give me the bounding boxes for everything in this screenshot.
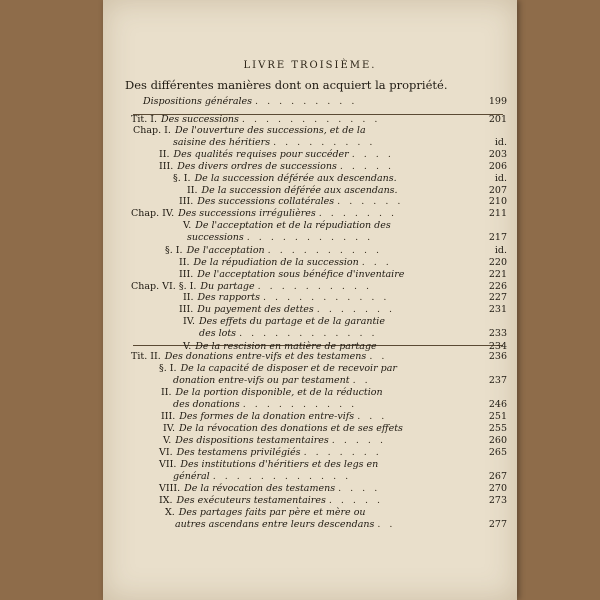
- toc-entry: [199, 328, 507, 339]
- toc-entry-leader: . . . . . . . . . . . .: [241, 114, 381, 125]
- toc-entry-page: 199: [488, 96, 507, 107]
- toc-entry-leader: . . . . . . . . . . .: [263, 292, 390, 303]
- toc-entry-title: des lots: [199, 328, 237, 339]
- toc-entry-label: Chap. VI. §. I.: [131, 281, 197, 292]
- toc-entry-page: 220: [488, 257, 507, 268]
- toc-entry-leader: . . . . . .: [337, 196, 404, 207]
- toc-entry-title: De l'acceptation sous bénéfice d'inventaire: [197, 269, 405, 280]
- toc-entry-title: De la capacité de disposer et de recevoir par: [180, 363, 397, 374]
- toc-entry-page: 201: [488, 114, 507, 125]
- toc-entry: [159, 363, 507, 374]
- toc-entry-leader: . . . . . . . . . . . .: [212, 471, 352, 482]
- toc-entry-page: 203: [488, 149, 507, 160]
- toc-entry: [163, 435, 507, 446]
- toc-entry-title: De la succession déférée aux descendans.: [194, 173, 397, 184]
- toc-entry-title: Du payement des dettes: [197, 304, 314, 315]
- toc-entry-page: 270: [488, 483, 507, 494]
- toc-entry: [161, 411, 507, 422]
- toc-entry-title: De la portion disponible, et de la réduction: [175, 387, 383, 398]
- toc-entry-title: Des rapports: [197, 292, 260, 303]
- toc-entry-title: De la révocation des testamens: [184, 483, 336, 494]
- table-of-contents: [103, 0, 517, 600]
- toc-entry: [159, 161, 507, 172]
- toc-entry-title: général: [173, 471, 210, 482]
- toc-entry-label: IV.: [163, 423, 175, 434]
- toc-entry-label: IX.: [159, 495, 173, 506]
- toc-entry-leader: . . . .: [351, 149, 394, 160]
- toc-entry-title: De la répudiation de la succession: [193, 257, 359, 268]
- toc-entry-title: donation entre-vifs ou par testament: [173, 375, 350, 386]
- toc-entry-page: 237: [488, 375, 507, 386]
- toc-entry-title: des donations: [173, 399, 240, 410]
- toc-entry-label: II.: [159, 149, 170, 160]
- toc-entry-leader: . . . . .: [331, 435, 386, 446]
- toc-entry: [175, 519, 507, 530]
- toc-entry-label: Tit. I.: [131, 114, 158, 125]
- toc-entry-page: 206: [488, 161, 507, 172]
- toc-entry: [183, 316, 507, 327]
- toc-entry: [179, 269, 507, 280]
- toc-entry-label: Chap. IV.: [131, 208, 175, 219]
- toc-entry-title: Des divers ordres de successions: [177, 161, 337, 172]
- toc-entry-leader: . . . . .: [339, 161, 395, 172]
- toc-entry-page: 207: [488, 185, 507, 196]
- toc-entry: [173, 375, 507, 386]
- toc-entry: [159, 495, 507, 506]
- toc-entry-title: autres ascendans entre leurs descendans: [175, 519, 375, 530]
- toc-entry: [159, 459, 507, 470]
- toc-entry: [183, 220, 507, 231]
- toc-entry-label: Tit. II.: [131, 351, 161, 362]
- toc-entry-label: V.: [163, 435, 172, 446]
- toc-entry-leader: . . . . . . . . . .: [257, 281, 373, 292]
- toc-entry-page: 211: [488, 208, 507, 219]
- toc-entry-page: 217: [488, 232, 507, 243]
- section-subtitle: Des différentes manières dont on acquiert la propriété.: [125, 78, 448, 92]
- toc-entry-title: Dispositions générales: [143, 96, 253, 107]
- toc-entry-page: 255: [488, 423, 507, 434]
- toc-entry-label: III.: [159, 161, 174, 172]
- toc-entry-label: V.: [183, 220, 192, 231]
- toc-entry-title: Des exécuteurs testamentaires: [176, 495, 326, 506]
- toc-entry-page: 233: [488, 328, 507, 339]
- toc-entry-title: De l'acceptation: [186, 245, 265, 256]
- toc-entry: [187, 232, 507, 243]
- book-page: [103, 0, 517, 600]
- toc-entry-label: X.: [165, 507, 175, 518]
- toc-entry-title: Des successions: [161, 114, 239, 125]
- toc-entry: [131, 281, 507, 292]
- toc-entry-page: 277: [488, 519, 507, 530]
- toc-entry-label: V.: [183, 341, 192, 352]
- toc-entry: [131, 114, 507, 125]
- toc-entry-page: 234: [488, 341, 507, 352]
- toc-entry: [133, 125, 507, 136]
- toc-entry-title: Des effets du partage et de la garantie: [198, 316, 385, 327]
- toc-entry-leader: . . .: [357, 411, 388, 422]
- toc-entry: [165, 507, 507, 518]
- toc-entry: [187, 185, 507, 196]
- toc-entry-leader: . . . . . . .: [318, 208, 398, 219]
- toc-entry-leader: . . . . . . . . . . .: [246, 232, 374, 243]
- toc-entry-leader: . . . . . . . . . . . .: [239, 328, 378, 339]
- toc-entry-title: De la révocation des donations et de ses effets: [178, 423, 403, 434]
- toc-entry-page: 260: [488, 435, 507, 446]
- toc-entry-page: id.: [494, 245, 507, 256]
- toc-entry-page: 265: [488, 447, 507, 458]
- toc-entry: [173, 137, 507, 148]
- toc-entry-title: Des successions irrégulières: [178, 208, 316, 219]
- toc-entry-title: Des formes de la donation entre-vifs: [179, 411, 355, 422]
- toc-entry-title: successions: [187, 232, 244, 243]
- toc-entry-label: VI.: [159, 447, 173, 458]
- toc-entry: [165, 245, 507, 256]
- toc-entry: [179, 304, 507, 315]
- toc-entry-page: 273: [488, 495, 507, 506]
- toc-entry-leader: . .: [369, 351, 388, 362]
- toc-entry: [173, 399, 507, 410]
- toc-entry-page: 227: [488, 292, 507, 303]
- toc-entry-leader: . . . . .: [328, 495, 384, 506]
- toc-entry-label: IV.: [183, 316, 195, 327]
- toc-entry-leader: . . . . . . . . .: [273, 137, 376, 148]
- toc-entry-leader: . . . . . . .: [316, 304, 396, 315]
- toc-entry: [163, 423, 507, 434]
- toc-entry: [179, 257, 507, 268]
- toc-entry-label: II.: [183, 292, 194, 303]
- toc-entry-page: id.: [494, 137, 507, 148]
- toc-entry-title: Des partages faits par père et mère ou: [178, 507, 366, 518]
- toc-entry: [173, 471, 507, 482]
- toc-entry-leader: . . . . . . . . . .: [267, 245, 383, 256]
- toc-entry-label: VIII.: [159, 483, 181, 494]
- toc-entry: [161, 387, 507, 398]
- toc-entry-leader: . .: [352, 375, 371, 386]
- toc-entry-title: De la succession déférée aux ascendans.: [201, 185, 398, 196]
- toc-entry-title: De l'acceptation et de la répudiation des: [195, 220, 391, 231]
- toc-entry: [159, 483, 507, 494]
- toc-entry-label: II.: [187, 185, 198, 196]
- toc-entry: [179, 196, 507, 207]
- toc-entry-title: Des testamens privilégiés: [176, 447, 301, 458]
- toc-entry-label: II.: [179, 257, 190, 268]
- toc-entry-label: §. I.: [173, 173, 191, 184]
- toc-entry-leader: . .: [377, 519, 396, 530]
- toc-entry-title: De la rescision en matière de partage: [195, 341, 377, 352]
- toc-entry-page: 236: [488, 351, 507, 362]
- toc-entry-page: 231: [488, 304, 507, 315]
- toc-entry-leader: . . .: [361, 257, 392, 268]
- toc-entry-label: III.: [179, 196, 194, 207]
- toc-entry-page: 267: [488, 471, 507, 482]
- toc-entry-title: Des successions collatérales: [197, 196, 335, 207]
- toc-entry-leader: . . . . . . . . .: [255, 96, 358, 107]
- toc-entry-label: III.: [179, 269, 194, 280]
- toc-entry: [131, 351, 507, 362]
- toc-entry-label: III.: [161, 411, 176, 422]
- toc-entry-page: 210: [488, 196, 507, 207]
- toc-entry-title: Du partage: [200, 281, 255, 292]
- toc-entry-page: 246: [488, 399, 507, 410]
- toc-entry-leader: . . . .: [338, 483, 381, 494]
- toc-entry: [183, 292, 507, 303]
- toc-entry-title: Des institutions d'héritiers et des legs en: [180, 459, 379, 470]
- toc-entry-title: Des dispositions testamentaires: [175, 435, 329, 446]
- toc-entry-page: id.: [494, 173, 507, 184]
- toc-entry-leader: . . . . . . . . . .: [242, 399, 358, 410]
- toc-entry-label: III.: [179, 304, 194, 315]
- toc-entry: [159, 149, 507, 160]
- toc-entry-label: §. I.: [165, 245, 183, 256]
- toc-entry: [159, 447, 507, 458]
- toc-entry-page: 251: [488, 411, 507, 422]
- book-header: LIVRE TROISIÈME.: [243, 60, 377, 71]
- toc-entry: [143, 96, 507, 107]
- toc-entry-page: 226: [488, 281, 507, 292]
- toc-entry-title: Des donations entre-vifs et des testamens: [164, 351, 367, 362]
- toc-entry-title: De l'ouverture des successions, et de la: [174, 125, 366, 136]
- toc-entry-label: Chap. I.: [133, 125, 171, 136]
- toc-entry-leader: . . . . . . .: [303, 447, 382, 458]
- toc-entry-page: 221: [488, 269, 507, 280]
- toc-entry-label: §. I.: [159, 363, 177, 374]
- toc-entry-label: VII.: [159, 459, 177, 470]
- toc-entry: [131, 208, 507, 219]
- toc-entry: [173, 173, 507, 184]
- toc-entry-title: Des qualités requises pour succéder: [173, 149, 349, 160]
- toc-entry-label: II.: [161, 387, 172, 398]
- toc-entry-title: saisine des héritiers: [173, 137, 271, 148]
